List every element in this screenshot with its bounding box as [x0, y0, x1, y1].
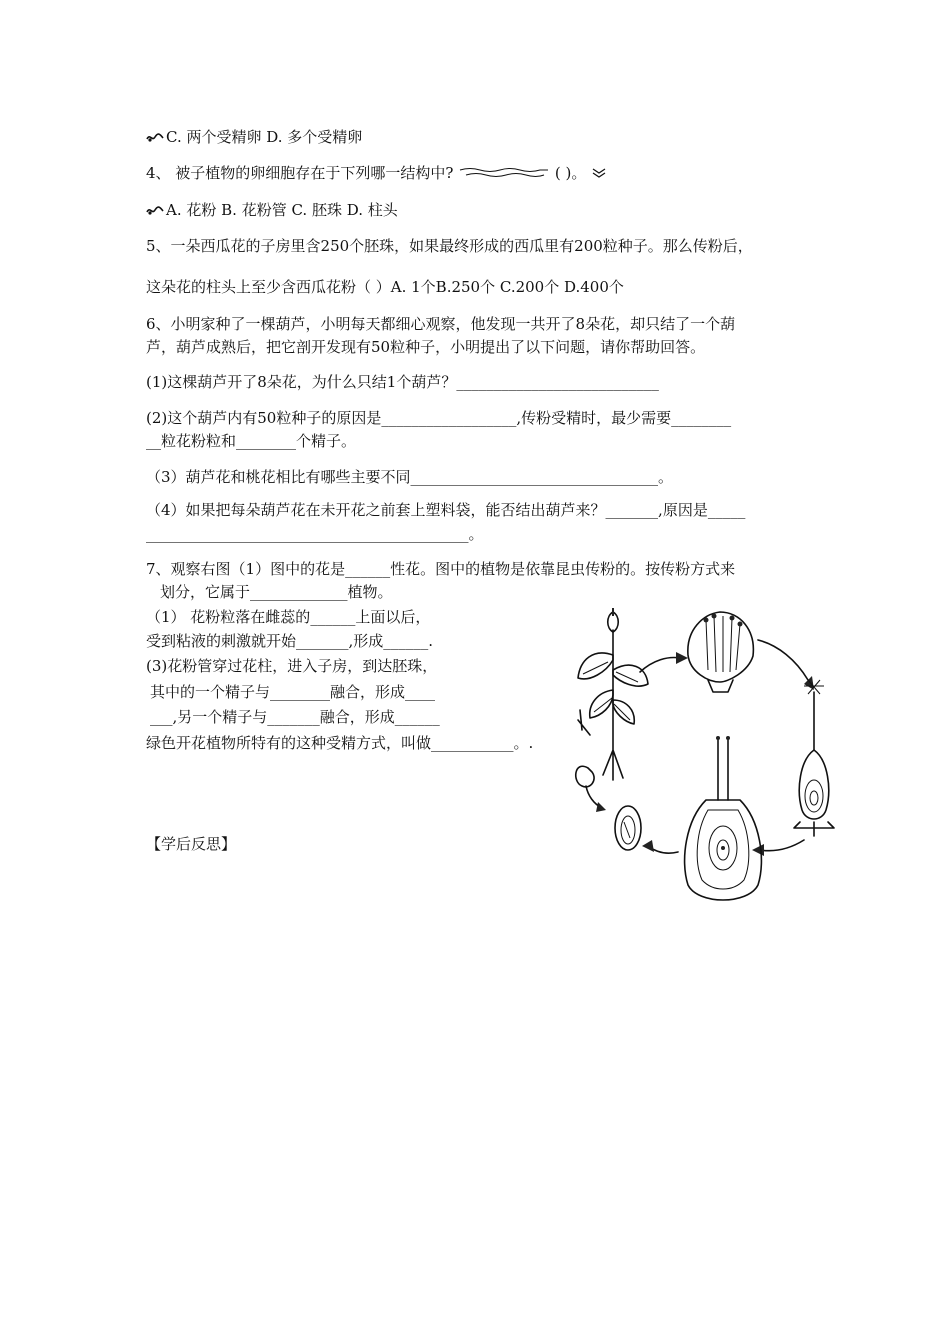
pistil-icon — [794, 680, 834, 836]
q6-sub-2a: (2)这个葫芦内有50粒种子的原因是__________________,传粉受精时，最少需要________ — [146, 409, 732, 427]
wavy-underline-icon — [458, 166, 550, 180]
q7-line-6: 其中的一个精子与________融合，形成____ — [150, 683, 436, 701]
q7-line-1: 7、观察右图（1）图中的花是______性花。图中的植物是依靠昆虫传粉的。按传粉方式来 — [146, 560, 736, 578]
scribble-mark-icon — [146, 204, 164, 216]
q6-sub-1: (1)这棵葫芦开了8朵花，为什么只结1个葫芦？___________________________ — [146, 373, 659, 391]
arrow-icon — [642, 840, 678, 853]
q5-line-2: 这朵花的柱头上至少含西瓜花粉（ ）A. 1个B.250个 C.200个 D.400个 — [146, 278, 624, 296]
q6-sub-3: （3）葫芦花和桃花相比有哪些主要不同_________________________________。 — [146, 468, 674, 486]
q6-line-2: 芦，葫芦成熟后，把它剖开发现有50粒种子，小明提出了以下问题，请你帮助回答。 — [146, 338, 706, 356]
arrow-icon — [758, 640, 814, 690]
reflection-heading: 【学后反思】 — [146, 835, 237, 853]
flowering-plant-life-cycle-diagram — [568, 600, 858, 910]
q4-answer-bracket: ( )。 — [554, 164, 587, 182]
q6-line-1: 6、小明家种了一棵葫芦，小明每天都细心观察，他发现一共开了8朵花，却只结了一个葫 — [146, 315, 736, 333]
q6-sub-2b: __粒花粉粒和________个精子。 — [146, 432, 357, 450]
plant-icon — [578, 608, 648, 780]
ovary-section-icon — [685, 736, 762, 900]
q7-line-4: 受到粘液的刺激就开始_______,形成______. — [146, 632, 434, 650]
q6-sub-4b: ___________________________________________。 — [146, 525, 484, 543]
question-4 — [146, 163, 607, 183]
q7-line-3: （1） 花粉粒落在雌蕊的______上面以后， — [146, 608, 431, 626]
q7-line-8: 绿色开花植物所特有的这种受精方式，叫做___________。. — [146, 734, 534, 752]
q7-line-7: ___,另一个精子与_______融合，形成______ — [150, 708, 440, 726]
q5-line-1: 5、一朵西瓜花的子房里含250个胚珠，如果最终形成的西瓜里有200粒种子。那么传粉后， — [146, 237, 753, 255]
q3-options-continued — [146, 127, 362, 147]
arrow-icon — [640, 652, 688, 672]
q6-sub-4a: （4）如果把每朵葫芦花在未开花之前套上塑料袋，能否结出葫芦来？_______,原因是_____ — [146, 501, 746, 519]
seed-icon — [615, 806, 641, 850]
flower-section-icon — [688, 612, 754, 692]
q4-options — [146, 200, 398, 220]
double-chevron-icon — [591, 167, 607, 179]
q4-options-text: A. 花粉 B. 花粉管 C. 胚珠 D. 柱头 — [166, 201, 398, 219]
scribble-mark-icon — [146, 131, 164, 143]
seedling-icon — [576, 766, 606, 812]
q7-line-5: (3)花粉管穿过花柱，进入子房，到达胚珠， — [146, 657, 438, 675]
q3-options-text: C. 两个受精卵 D. 多个受精卵 — [166, 128, 363, 146]
q7-line-2: 划分，它属于_____________植物。 — [160, 583, 393, 601]
q4-stem: 4、 被子植物的卵细胞存在于下列哪一结构中? — [146, 164, 454, 182]
